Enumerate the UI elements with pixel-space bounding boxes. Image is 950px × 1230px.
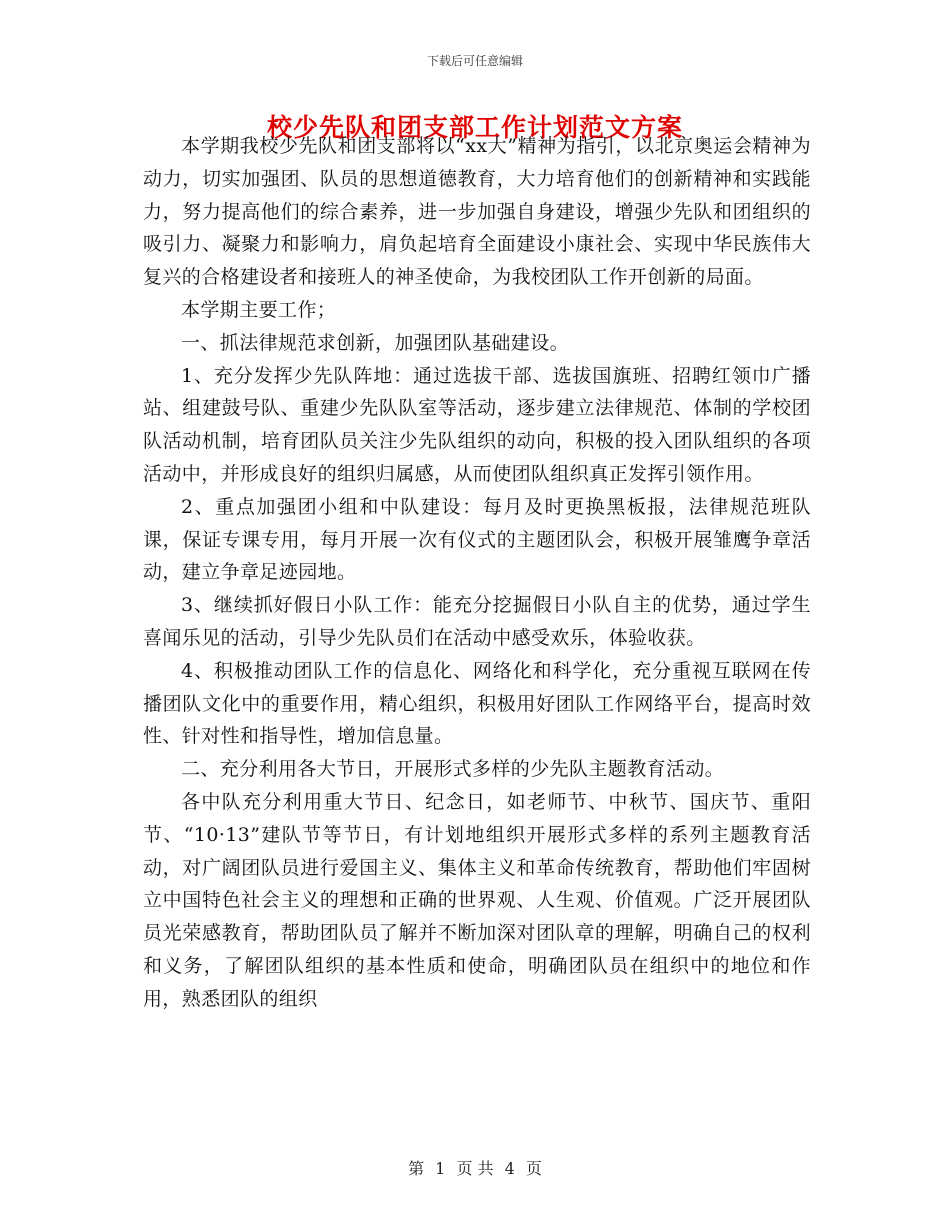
footer-total-pages: 4 <box>504 1159 515 1178</box>
paragraph-item-3: 3、继续抓好假日小队工作：能充分挖掘假日小队自主的优势，通过学生喜闻乐见的活动，引导少先队员们在活动中感受欢乐，体验收获。 <box>143 594 811 649</box>
paragraph-main-work: 本学期主要工作； <box>181 298 337 321</box>
footer-prefix: 第 <box>408 1159 425 1178</box>
header-note: 下载后可任意编辑 <box>426 54 523 68</box>
document-body <box>143 130 811 1016</box>
page-footer <box>0 1156 950 1179</box>
footer-current-page: 1 <box>435 1159 446 1178</box>
paragraph-section-2: 二、充分利用各大节日，开展形式多样的少先队主题教育活动。 <box>181 758 725 781</box>
paragraph-intro: 本学期我校少先队和团支部将以“xx大”精神为指引，以北京奥运会精神为动力，切实加强团、队员的思想道德教育，大力培育他们的创新精神和实践能力，努力提高他们的综合素养，进一步加强自身建设，增强少先队和团组织的吸引力、凝聚力和影响力，肩负起培育全面建设小康社会、实现中华民族伟大复兴的合格建设者和接班人的神圣使命，为我校团队工作开创新的局面。 <box>143 135 811 289</box>
paragraph-item-2: 2、重点加强团小组和中队建设：每月及时更换黑板报，法律规范班队课，保证专课专用，每月开展一次有仪式的主题团队会，积极开展雏鹰争章活动，建立争章足迹园地。 <box>143 495 811 584</box>
paragraph-section-1: 一、抓法律规范求创新，加强团队基础建设。 <box>181 331 570 354</box>
footer-middle: 页 共 <box>456 1159 494 1178</box>
document-title: 校少先队和团支部工作计划范文方案 <box>266 113 683 142</box>
footer-suffix: 页 <box>525 1159 542 1178</box>
paragraph-item-4: 4、积极推动团队工作的信息化、网络化和科学化，充分重视互联网在传播团队文化中的重要作用，精心组织，积极用好团队工作网络平台，提高时效性、针对性和指导性，增加信息量。 <box>143 659 811 748</box>
paragraph-item-1: 1、充分发挥少先队阵地：通过选拔干部、选拔国旗班、招聘红领巾广播站、组建鼓号队、重建少先队队室等活动，逐步建立法律规范、体制的学校团队活动机制，培育团队员关注少先队组织的动向，积极的投入团队组织的各项活动中，并形成良好的组织归属感，从而使团队组织真正发挥引领作用。 <box>143 364 811 485</box>
paragraph-festivals: 各中队充分利用重大节日、纪念日，如老师节、中秋节、国庆节、重阳节、“10·13”建队节等节日，有计划地组织开展形式多样的系列主题教育活动，对广阔团队员进行爱国主义、集体主义和革命传统教育，帮助他们牢固树立中国特色社会主义的理想和正确的世界观、人生观、价值观。广泛开展团队员光荣感教育，帮助团队员了解并不断加深对团队章的理解，明确自己的权利和义务，了解团队组织的基本性质和使命，明确团队员在组织中的地位和作用，熟悉团队的组织 <box>143 790 811 1010</box>
